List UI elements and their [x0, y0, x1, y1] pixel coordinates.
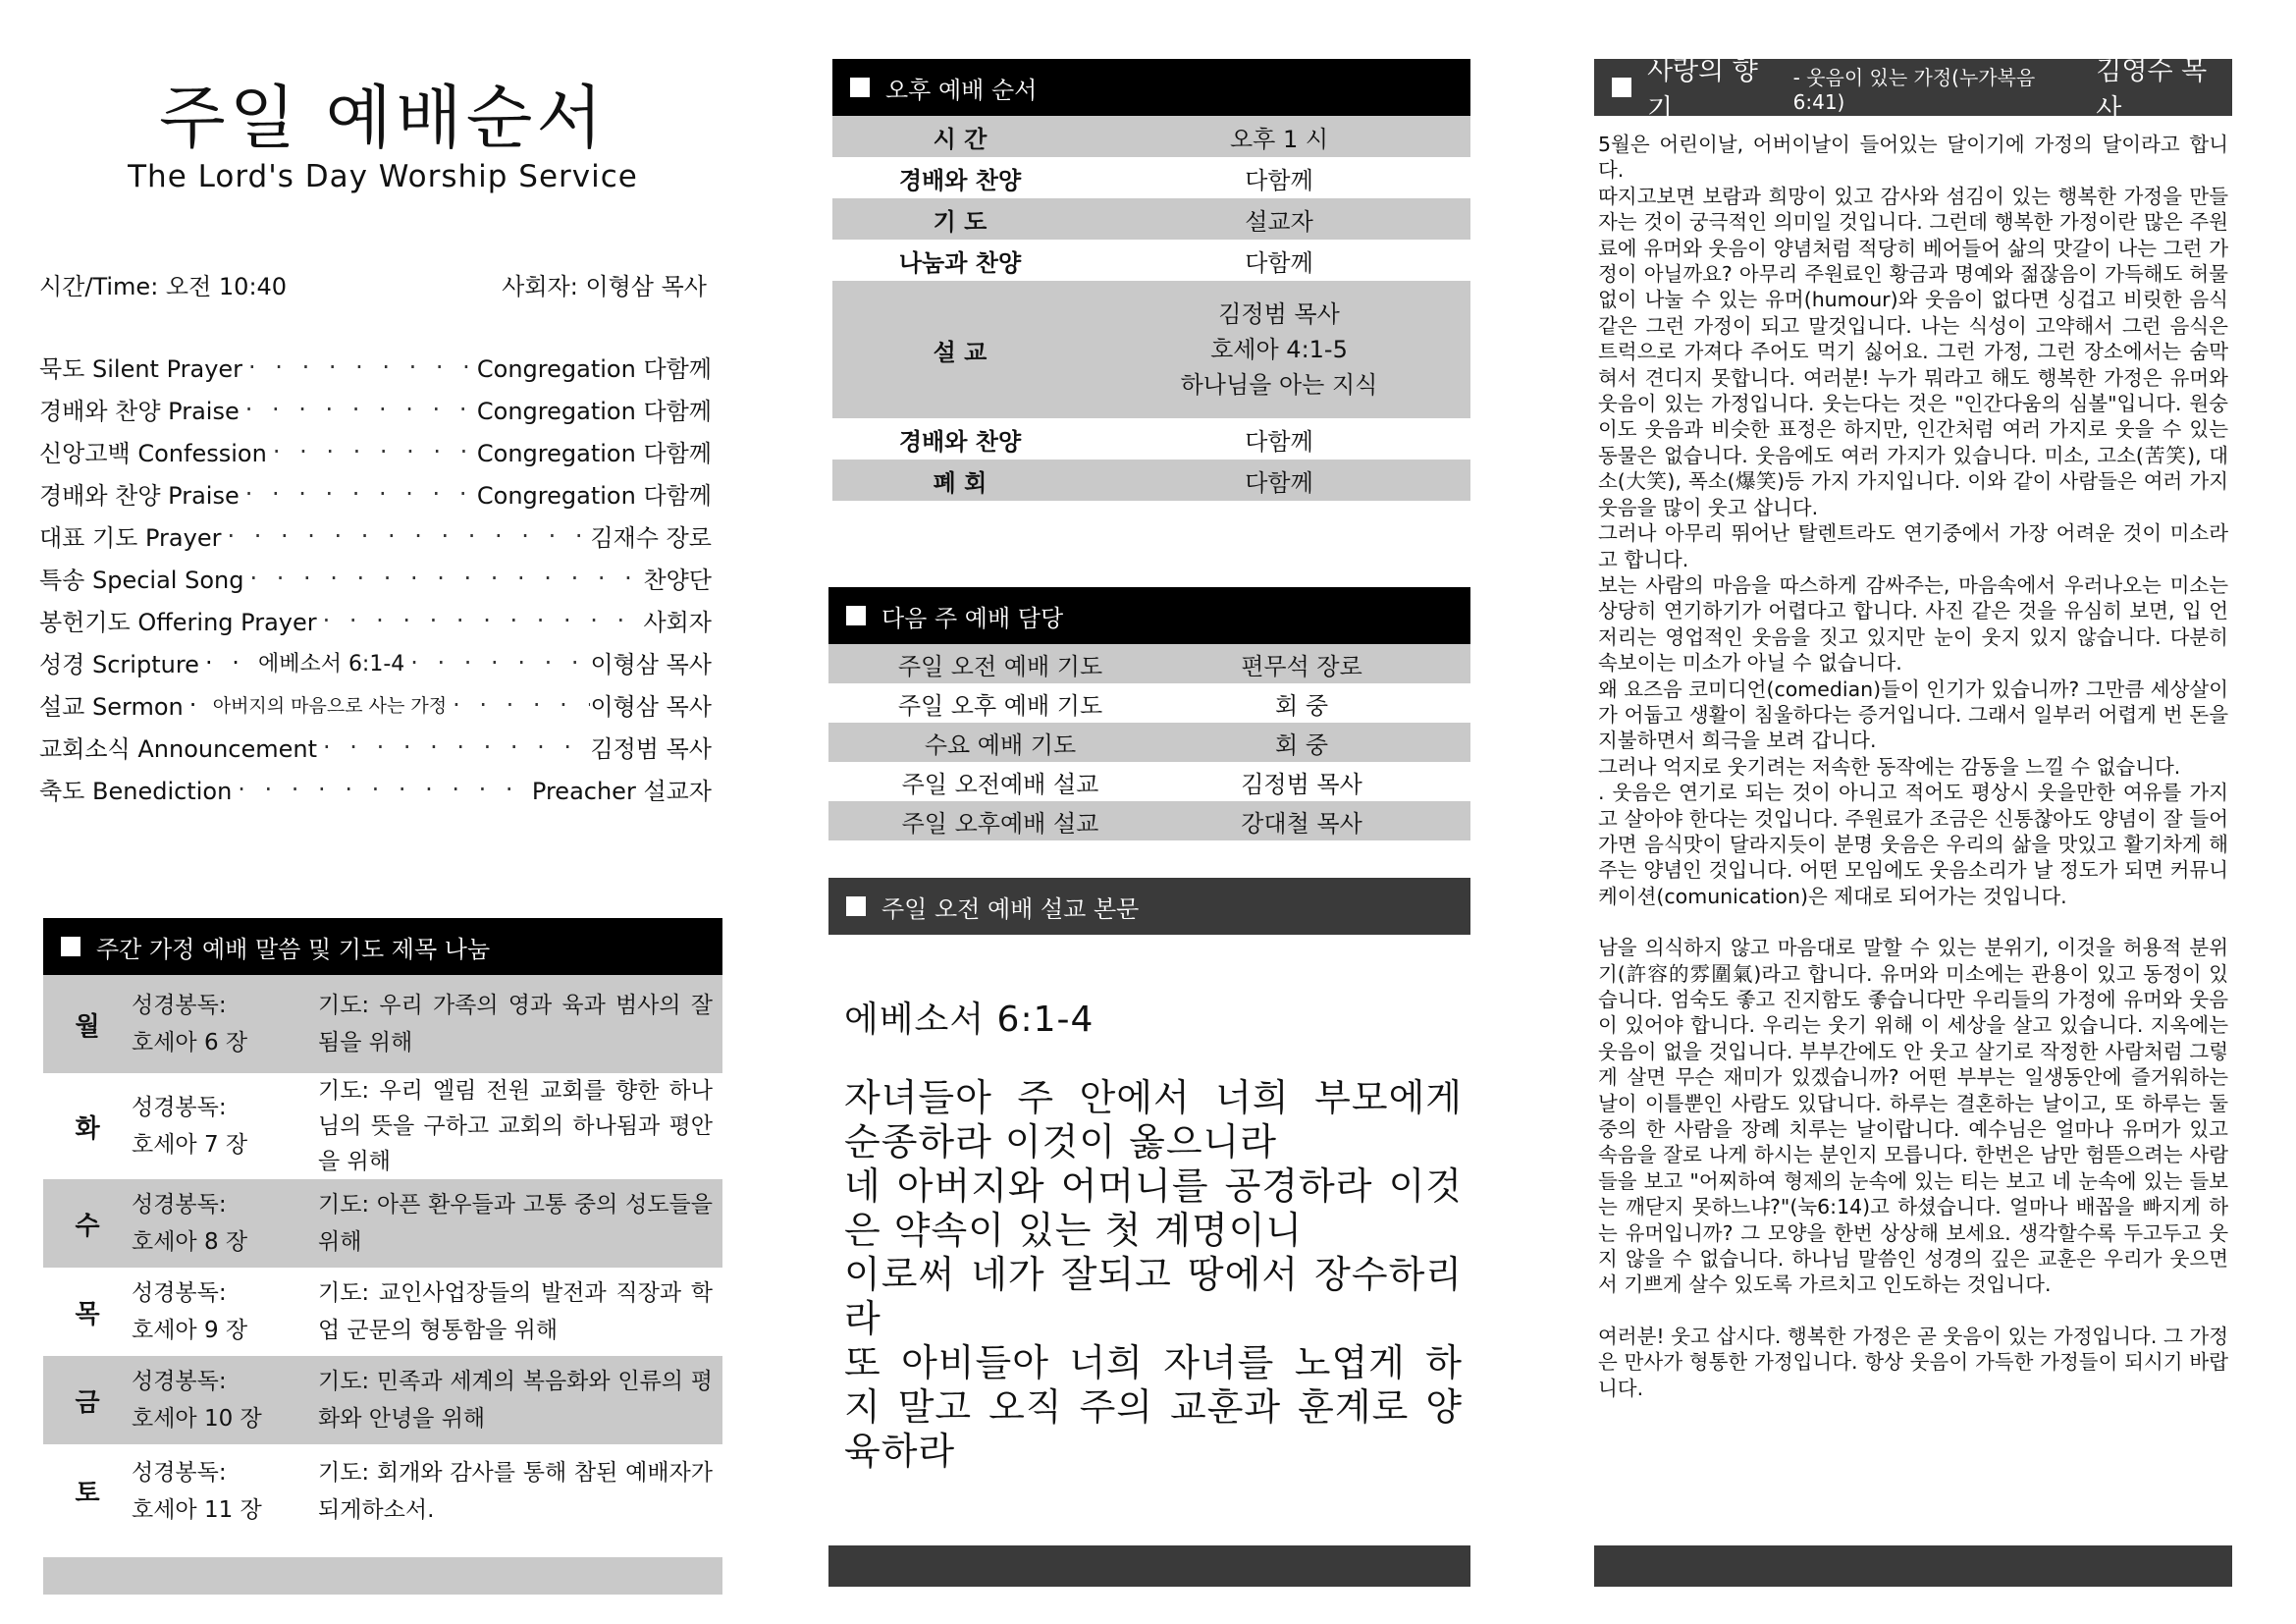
duty-row: 주일 오후예배 설교 강대철 목사 [828, 801, 1470, 840]
weekly-row-thu: 목 성경봉독: 호세아 9 장 기도: 교인사업장들의 발전과 직장과 학업 군문의 형통함을 위해 [75, 1280, 713, 1343]
weekly-row-tue: 화 성경봉독: 호세아 7 장 기도: 우리 엘림 전원 교회를 향한 하나님의 뜻을 구하고 교회의 하나됨과 평안을 위해 [75, 1078, 713, 1174]
afternoon-row: 나눔과 찬양 다함께 [898, 248, 1313, 277]
essay-paragraph: 그러나 억지로 웃기려는 저속한 동작에는 감동을 느낄 수 없습니다. [1598, 754, 2181, 779]
duty-row: 주일 오전예배 설교 김정범 목사 [901, 770, 1362, 798]
weekly-row-mon: 월 성경봉독: 호세아 6 장 기도: 우리 가족의 영과 육과 범사의 잘됨을 위해 [43, 975, 722, 1073]
square-bullet-icon [846, 896, 866, 916]
essay-paragraph: 보는 사람의 마음을 따스하게 감싸주는, 마음속에서 우러나오는 미소는 상당히 연기하기가 어렵다고 합니다. 사진 같은 것을 유심히 보면, 입 언저리는 영업적인 웃음을 짓고 있지만 눈이 웃지 있지 않습니다. 다분히 속보이는 미소가 아닐 수 없습니다. [1598, 572, 2228, 676]
order-item: 봉헌기도 Offering Prayer · · · 사회자 [39, 599, 712, 641]
essay-paragraph: 남을 의식하지 않고 마음대로 말할 수 있는 분위기, 이것을 허용적 분위기(許容的雰圍氣)라고 합니다. 유머와 미소에는 관용이 있고 동정이 있습니다. 엄숙도 좋고 진지함도 좋습니다만 우리들의 가정에 유머와 웃음이 있어야 합니다. 우리는 웃기 위해 이 세상을 살고 있습니다. 지옥에는 웃음이 없을 것입니다. 부부간에도 안 웃고 살기로 작정한 사람처럼 그렇게 살면 무슨 재미가 있겠습니까? 어떤 부부는 일생동안에 즐거워하는 날이 이틀뿐인 사람도 있답니다. 하루는 결혼하는 날이고, 또 하루는 둘중의 한 사람을 장례 치루는 날이랍니다. 예수님은 얼마나 유머가 있고 속음을 잘로 나게 하시는 분인지 모릅니다. 한번은 남만 험뜯으려는 사람들을 보고 "어찌하여 형제의 눈속에 있는 티는 보고 네 눈속에 있는 들보는 깨닫지 못하느냐?"(눅6:14)고 하셨습니다. 얼마나 배꼽을 빠지게 하는 유머입니까? 그 모양을 한번 상상해 보세요. 생각할수록 두고두고 웃지 않을 수 없습니다. 하나님 말씀인 성경의 깊은 교훈은 우리가 웃으면서 기쁘게 살수 있도록 가르치고 인도하는 것입니다. [1598, 936, 2228, 1297]
worship-order-column [39, 0, 726, 1624]
next-week-duty-box [828, 587, 1470, 840]
page-subtitle: The Lord's Day Worship Service [128, 159, 638, 194]
order-item: 교회소식 Announcement · · · 김정범 목사 [39, 726, 712, 768]
afternoon-row-sermon: 설 교 김정범 목사 호세아 4:1-5 하나님을 아는 지식 [832, 281, 1470, 418]
afternoon-row: 폐 회 다함께 [832, 460, 1470, 501]
order-item: 특송 Special Song · · · 찬양단 [39, 557, 712, 599]
sermon-text-box [828, 878, 1470, 935]
weekly-row-wed: 수 성경봉독: 호세아 8 장 기도: 아픈 환우들과 고통 중의 성도들을 위해 [43, 1179, 722, 1268]
afternoon-row: 경배와 찬양 다함께 [898, 427, 1313, 456]
essay-paragraph: 그러나 아무리 뛰어난 탈렌트라도 연기중에서 가장 어려운 것이 미소라고 합니다. [1598, 521, 2228, 571]
order-item: 대표 기도 Prayer · · · 김재수 장로 [39, 514, 712, 557]
square-bullet-icon [61, 937, 80, 956]
order-item: 묵도 Silent Prayer · · · Congregation 다함께 [39, 346, 712, 388]
afternoon-row: 기 도 설교자 [832, 198, 1470, 240]
weekly-row-fri: 금 성경봉독: 호세아 10 장 기도: 민족과 세계의 복음화와 인류의 평화와 안녕을 위해 [43, 1356, 722, 1444]
essay-body [1598, 132, 2228, 1401]
column-footer-bar [1594, 1545, 2232, 1587]
essay-column [1594, 0, 2232, 1624]
scripture-text [844, 1076, 1463, 1474]
afternoon-column [832, 0, 1470, 1624]
essay-paragraph: 따지고보면 보람과 희망이 있고 감사와 섬김이 있는 행복한 가정을 만들자는 것이 궁극적인 의미일 것입니다. 그런데 행복한 가정이란 많은 주원료에 유머와 웃음이 양념처럼 적당히 베어들어 삶의 맛갈이 나는 그런 가정이 아닐까요? 아무리 주원료인 황금과 명예와 젊잖음이 가득해도 허물없이 나눌 수 있는 유머(humour)와 웃음이 없다면 싱겁고 비릿한 음식같은 그런 가정이 되고 말것입니다. 나는 식성이 고약해서 그런 음식은 트럭으로 가져다 주어도 먹기 싫어요. 그런 가정, 그런 장소에서는 숨막혀서 견디지 못합니다. 여러분! 누가 뭐라고 해도 행복한 가정은 유머와 웃음이 있는 가정입니다. 웃는다는 것은 "인간다움의 심볼"입니다. 원숭이도 웃음과 비슷한 표정은 하지만, 인간처럼 여러 가지로 웃을 수 있는 동물은 없습니다. 웃음에도 여러 가지가 있습니다. 미소, 고소(苦笑), 대소(大笑), 폭소(爆笑)등 가지 가지입니다. 이와 같이 사람들은 여러 가지 웃음을 많이 웃고 삽니다. [1598, 184, 2228, 519]
afternoon-service-header: 오후 예배 순서 [832, 59, 1470, 116]
essay-title: 사랑의 향기 [1646, 56, 1758, 125]
scripture-line: 이로써 네가 잘되고 땅에서 장수하리라 [844, 1253, 1463, 1340]
weekly-devotion-box [43, 918, 722, 1595]
order-item: 설교 Sermon · · · 아버지의 마음으로 사는 가정 · · · 이형삼 목사 [39, 683, 712, 726]
weekly-footer-bar [43, 1557, 722, 1595]
essay-paragraph: 5월은 어린이날, 어버이날이 들어있는 달이기에 가정의 달이라고 합니다. [1598, 133, 2228, 183]
essay-subtitle: - 웃음이 있는 가정(누가복음6:41) [1792, 65, 2036, 114]
afternoon-row: 경배와 찬양 다함께 [898, 166, 1313, 194]
scripture-reference: 에베소서 6:1-4 [844, 1000, 1095, 1040]
essay-author: 김영수 목사 [2096, 56, 2208, 125]
scripture-line: 자녀들아 주 안에서 너희 부모에게 순종하라 이것이 옳으니라 [844, 1076, 1463, 1164]
duty-row: 주일 오후 예배 기도 회 중 [897, 691, 1328, 720]
next-week-duty-header: 다음 주 예배 담당 [828, 587, 1470, 644]
service-time: 시간/Time: 오전 10:40 [39, 273, 288, 300]
essay-paragraph: 왜 요즈음 코미디언(comedian)들이 인기가 있습니까? 그만큼 세상살이가 어둡고 생활이 침울하다는 증거입니다. 그래서 일부러 어렵게 번 돈을 지불하면서 희극을 보려 갑니다. [1598, 677, 2228, 753]
column-footer-bar [828, 1545, 1470, 1587]
order-item: 경배와 찬양 Praise · · · Congregation 다함께 [39, 388, 712, 430]
weekly-devotion-header: 주간 가정 예배 말씀 및 기도 제목 나눔 [43, 918, 722, 975]
square-bullet-icon [1612, 78, 1631, 97]
square-bullet-icon [850, 78, 870, 97]
essay-paragraph: . 웃음은 연기로 되는 것이 아니고 적어도 평상시 웃을만한 여유를 가지고 살아야 한다는 것입니다. 주원료가 조금은 신통찮아도 양념이 잘 들어가면 음식맛이 달라지듯이 분명 웃음은 우리의 삶을 맛있고 활기차게 해 주는 양념인 것입니다. 어떤 모임에도 웃음소리가 날 정도가 되면 커뮤니케이션(comunication)은 제대로 되어가는 것입니다. [1598, 781, 2228, 908]
weekly-row-sat: 토 성경봉독: 호세아 11 장 기도: 회개와 감사를 통해 참된 예배자가 되게하소서. [75, 1459, 713, 1523]
sermon-text-header: 주일 오전 예배 설교 본문 [828, 878, 1470, 935]
essay-header [1594, 56, 2232, 125]
afternoon-service-box [832, 59, 1470, 501]
essay-paragraph: 여러분! 웃고 삽시다. 행복한 가정은 곧 웃음이 있는 가정입니다. 그 가정은 만사가 형통한 가정입니다. 항상 웃음이 가득한 가정들이 되시기 바랍니다. [1598, 1324, 2228, 1400]
duty-row: 수요 예배 기도 회 중 [828, 723, 1470, 762]
afternoon-row: 시 간 오후 1 시 [832, 116, 1470, 157]
order-item: 축도 Benediction · · · Preacher 설교자 [39, 768, 712, 810]
scripture-line: 네 아버지와 어머니를 공경하라 이것은 약속이 있는 첫 계명이니 [844, 1164, 1463, 1252]
scripture-line: 또 아비들아 너희 자녀를 노엽게 하지 말고 오직 주의 교훈과 훈계로 양육하라 [844, 1341, 1463, 1473]
duty-row: 주일 오전 예배 기도 편무석 장로 [828, 644, 1470, 683]
order-item: 성경 Scripture · · · 에베소서 6:1-4 · · · 이형삼 목사 [39, 641, 712, 683]
page-title: 주일 예배순서 [159, 78, 607, 158]
presider: 사회자: 이형삼 목사 [502, 273, 707, 300]
square-bullet-icon [846, 606, 866, 625]
order-of-service [39, 346, 712, 810]
order-item: 신앙고백 Confession · · · Congregation 다함께 [39, 430, 712, 472]
essay-box [1594, 56, 2232, 125]
order-item: 경배와 찬양 Praise · · · Congregation 다함께 [39, 472, 712, 514]
service-info [39, 267, 707, 301]
